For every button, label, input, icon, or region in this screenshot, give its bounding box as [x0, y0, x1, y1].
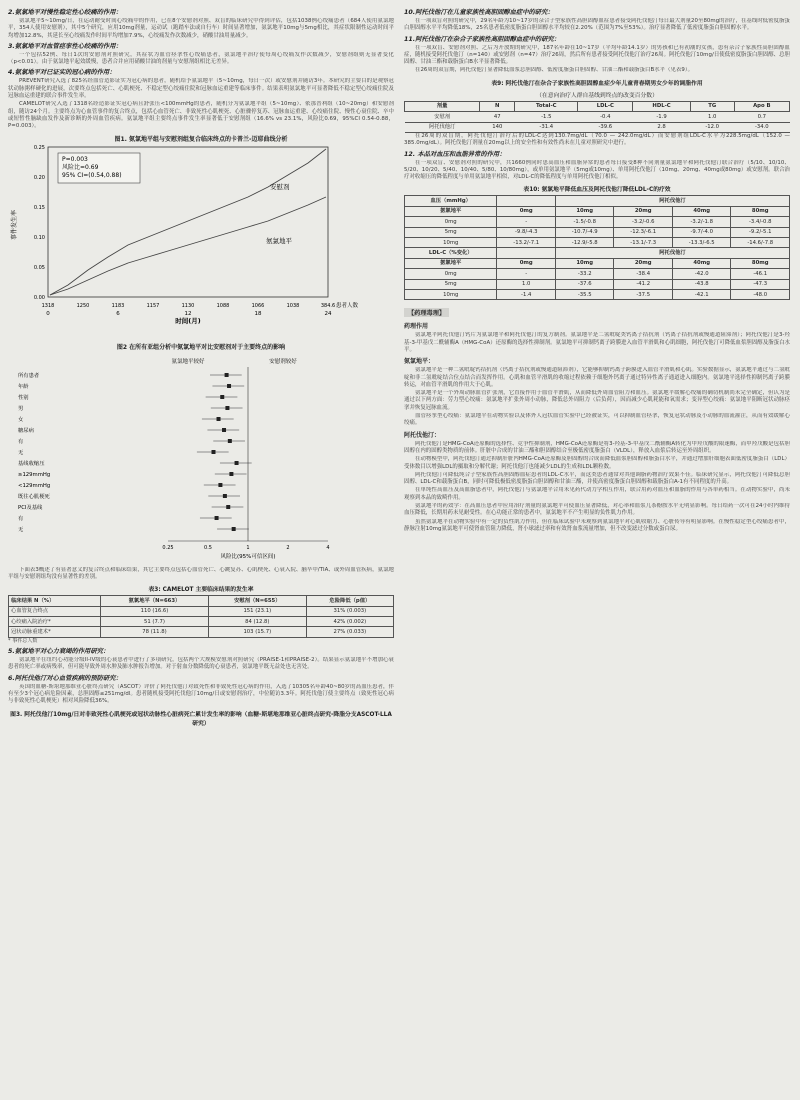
table-cell: 5mg — [405, 227, 497, 237]
paragraph: 阿托伐他汀是HMG-CoA还原酶的选择性、竞争性抑制剂，HMG-CoA还原酶是将3-羟基-3-甲基戊二酰辅酶A转化为甲羟戊酸的限速酶，而甲羟戊酸是包括胆固醇在内的固醇类物质的前体。肝脏中合成的甘油三酯和胆固醇结合至极低密度脂蛋白（VLDL），释放入血浆后转运至外周组织。 — [404, 440, 790, 454]
amlodipine-label: 氨氯地平 — [266, 236, 292, 245]
forest-tick-label: 2 — [286, 544, 290, 551]
table-cell: 0mg — [405, 269, 497, 279]
table-header-cell: 氨氯地平（N=663） — [101, 596, 209, 606]
risk-count: 1130 — [181, 302, 195, 309]
table-cell: 1.0 — [497, 279, 556, 289]
table-cell: 阿托伐他汀 — [555, 248, 789, 258]
table-cell: -31.4 — [515, 122, 578, 132]
y-tick-label: 0.20 — [33, 174, 45, 181]
x-tick-label: 0 — [46, 310, 50, 317]
table-header-cell: LDL-C — [578, 101, 633, 111]
table-cell: 40mg — [672, 206, 731, 216]
paragraph: PREVENT研究入选了825名经血管造影证实为冠心病的患者，随机给予氨氯地平（5~10mg，每日一次）或安慰剂并随访3年。本研究的主要目的是观察冠状动脉粥样硬化的进展，次要终点包括死亡、心肌梗死、不稳定型心绞痛住院和冠脉血运重建等临床事件。结果表明氨氯地平可显著降低不稳定型心绞痛住院及冠脉血运重建的联合事件发生率。 — [8, 78, 394, 100]
table-cell: -1.4 — [497, 289, 556, 299]
subgroup-label: 有 — [18, 438, 24, 445]
section-heading: 10.阿托伐他汀在儿童家族性高胆固醇血症中的研究： — [404, 9, 554, 16]
paragraph: 在一项双盲、安慰剂对照、之后为开放期的研究中，187名年龄在10~17岁（平均年龄14.1岁）的男孩和已有初潮的女孩，患有杂合子家族性高胆固醇血症，随机接受阿托伐他汀（n=140）或安慰剂（n=47）治疗26周，然后所有患者接受阿托伐他汀治疗26周。阿托伐他汀10mg/日使低密度脂蛋白胆固醇、总胆固醇、甘油三酯和载脂蛋白B水平显著降低。 — [404, 44, 790, 66]
section-heading: 12. 本品对血压和血脂异常的作用： — [404, 150, 506, 158]
table-row — [9, 606, 394, 616]
table-cell — [497, 196, 556, 206]
table-header-cell: HDL-C — [633, 101, 691, 111]
table9-subtitle: （在意向治疗人群自基线到终点的改变百分数） — [536, 92, 658, 99]
risk-label: 患者人数 — [336, 302, 359, 309]
hr-point — [232, 527, 236, 531]
table-cell: - — [497, 269, 556, 279]
table-cell: 阿托伐他汀 — [405, 122, 480, 132]
hr-point — [215, 516, 219, 520]
paragraph: 血管痉挛型心绞痛：氨氯地平在动物实验以及体外人冠状血管实验中已经被证实，可以抑制血管痉挛，恢复冠状动脉及小动脉的血流灌注，从而有效缓解心绞痛。 — [404, 413, 790, 427]
figure2-forest-plot — [8, 353, 394, 563]
subgroup-label: 糖尿病 — [18, 427, 34, 434]
table-cell: -47.3 — [731, 279, 790, 289]
forest-xlabel: 风险比(95%可信区间) — [220, 553, 276, 560]
subgroup-label: 基线收缩压 — [18, 460, 45, 467]
forest-tick-label: 0.5 — [204, 544, 212, 551]
table-cell: 1.0 — [690, 112, 734, 122]
paragraph: 在26周的双盲期，阿托伐他汀治疗后的LDL-C达到130.7mg/dL（70.0 — 242.0mg/dL）而安慰剂组LDL-C水平为228.5mg/dL（152.0 — 385.0mg/dL）。阿托伐他汀剂量在20mg以上的安全性和有效性尚未在儿童对照研究中进行。 — [404, 132, 790, 147]
y-ticks — [34, 145, 45, 301]
table-cell: -13.1/-7.3 — [614, 238, 673, 248]
amlodipine-curve — [50, 197, 326, 295]
section-heading: 4.氨氯地平对已证实的冠心病的作用： — [8, 69, 116, 77]
table-cell: -13.3/-6.5 — [672, 238, 731, 248]
table-cell: 78 (11.8) — [101, 627, 209, 637]
paragraph: 氨氯地平是一个外周动脉血管扩张剂，它直接作用于血管平滑肌，从而降低外周血管阻力和血压。氨氯地平缓解心绞痛的确切机制尚未完全确定，但认为是通过以下两方面：劳力型心绞痛：氨氯地平扩张外周小动脉，降低总外周阻力（后负荷），因而减少心肌耗能和氧需求；变异型心绞痛：氨氯地平阻断冠状动脉痉挛并恢复冠脉血流。 — [404, 390, 790, 411]
figure2-title: 图2 在所有亚组分析中氨氯地平对比安慰剂对于主要终点的影响 — [116, 343, 286, 351]
stat-ci: 95% CI=(0.54,0.88) — [62, 171, 122, 179]
table-cell: 140 — [480, 122, 515, 132]
paragraph: 在一项双盲对照的研究中，29名年龄为10~17岁的杂合子型家族性高胆固醇血症患者接受阿托伐他汀每日最大剂量20至80mg的治疗，在基线时低密度脂蛋白胆固醇水平平均降低18%，25名患者低密度脂蛋白胆固醇水平均较在2.20%（范围为7%至53%）。治疗显著降低了低密度脂蛋白胆固醇水平。 — [404, 18, 790, 32]
table10-title: 表10: 氨氯地平降低血压及阿托伐他汀降低LDL-C的疗效 — [523, 187, 671, 194]
hr-point — [229, 472, 233, 476]
risk-count: 1088 — [216, 302, 230, 309]
paragraph: 在动物模型中，阿托伐他汀通过抑制肝脏内HMG-CoA还原酶及胆固醇的合成而降低血浆胆固醇和脂蛋白水平，并通过增加肝细胞表面低密度脂蛋白（LDL）受体数目以增强LDL的摄取和分解代谢；阿托伐他汀也能减少LDL的生成和LDL颗粒数。 — [404, 456, 790, 470]
hr-point — [225, 373, 229, 377]
pharmacology-label: 【药理毒理】 — [404, 308, 449, 317]
section-heading: 3.氨氯地平对血管痉挛性心绞痛的作用： — [8, 42, 122, 50]
subgroup-label: 女 — [18, 416, 24, 423]
hr-point — [225, 406, 229, 410]
table-cell: 血压（mmHg） — [405, 196, 497, 206]
subgroup-label: 性别 — [18, 394, 29, 401]
table-cell: 110 (16.6) — [101, 606, 209, 616]
table-cell: 42% (0.002) — [306, 616, 393, 626]
paragraph: 氨氯地平在纽约心功能分级II-IV级的心衰患者中进行了多项研究，包括两个大规模安慰剂对照研究（PRAISE-1和PRAISE-2）。结果显示氨氯地平不增加心衰患者的死亡率或病残率，但可能导致外周水肿及肺水肿报告增加。对于射血分数降低的心衰患者，氨氯地平既无益处也无害处。 — [8, 657, 394, 671]
risk-count: 1183 — [111, 302, 125, 309]
table-cell: LDL-C（%变化） — [405, 248, 497, 258]
section-heading: 6.阿托伐他汀对心血管疾病的预防研究： — [8, 674, 122, 682]
y-tick-label: 0.05 — [33, 264, 45, 271]
y-tick-label: 0.15 — [33, 204, 45, 211]
table-cell: 氨氯地平 — [405, 206, 497, 216]
y-axis-label: 事件发生率 — [11, 209, 18, 240]
hr-point — [212, 450, 216, 454]
table-cell: 10mg — [405, 238, 497, 248]
paragraph: 下面表3概述了有显著意义的复合终点和临床结果，其它主要终点包括心血管死亡、心跳复苏、心肌梗死、心衰入院、脑卒中/TIA、或外周血管疾病，氨氯地平组与安慰剂组均没有显著性的差别。 — [8, 566, 394, 580]
table-row — [405, 269, 790, 279]
subgroup-label: 有 — [18, 515, 24, 522]
forest-marks — [197, 373, 252, 531]
table-header-cell: Apo B — [734, 101, 789, 111]
table-cell: 80mg — [731, 258, 790, 268]
amlodipine-label: 氨氯地平： — [404, 358, 435, 366]
table-cell: 冠状动脉重建术* — [9, 627, 101, 637]
table-note: * 事件总人数 — [8, 637, 38, 644]
table-cell: 0.7 — [734, 112, 789, 122]
hr-point — [226, 505, 230, 509]
table-cell: -37.6 — [555, 279, 614, 289]
table-row — [405, 238, 790, 248]
table-cell: -10.7/-4.9 — [555, 227, 614, 237]
table-cell: -33.2 — [555, 269, 614, 279]
table-cell: -3.2/-0.6 — [614, 217, 673, 227]
table-cell: 47 — [480, 112, 515, 122]
subgroup-label: 男 — [18, 405, 24, 412]
paragraph: 阿托伐他汀可降低纯合子型家族性高胆固醇血症患者的LDL-C水平，而这类患者通常对其他调脂药物治疗效果不佳。临床研究显示，阿托伐他汀可降低总胆固醇、LDL-C和载脂蛋白B，同时可降低极低密度脂蛋白胆固醇和甘油三酯，并使高密度脂蛋白胆固醇和载脂蛋白A-1有不同程度的升高。 — [404, 471, 790, 486]
hr-point — [217, 417, 221, 421]
paragraph: 氨氯地平是一种二氢吡啶钙拮抗剂（钙离子拮抗剂或慢通道阻滞剂），它能够抑制钙离子跨膜进入血管平滑肌和心肌。实验数据显示，氨氯地平通过与二氢吡啶和非二氢吡啶结合位点结合而发挥作用。心肌和血管平滑肌的收缩过程依赖于细胞外钙离子通过特异性离子通道进入细胞内。氨氯地平选择性抑制钙离子跨膜转运，对血管平滑肌的作用大于心肌。 — [404, 367, 790, 388]
placebo-label: 安慰剂 — [270, 182, 290, 191]
table-cell — [497, 248, 556, 258]
paragraph: 在单纯性高血压及高血脂患者中，阿托伐他汀与氨氯地平合用未见药代动力学相互作用，联合用药对血压和血脂的作用与各单药相当。在动物实验中，尚未观察到本品的致畸作用。 — [404, 487, 790, 501]
table-row — [9, 616, 394, 626]
paragraph: 氨氯地平5~10mg/日，在运动耐受时间心绞痛中的作用，已在8个安慰剂对照、双盲的临床研究中得到评估，包括1038例心绞痛患者（684人使用氨氯地平，354人使用安慰剂），其中5个研究，应用10mg剂量，运动试（跑踏车法或自行车）时间显著增加，氨氯地平10mg与5mg相比，其症状限制性运动时间平均增加12.8%，其延长至心绞痛发作时间平均增加7.9%，心绞痛发作次数减少，硝酸甘油用量减少。 — [8, 18, 394, 39]
table-cell: 10mg — [555, 206, 614, 216]
risk-count: 1066 — [251, 302, 265, 309]
hr-point — [222, 428, 226, 432]
table-cell: -14.6/-7.8 — [731, 238, 790, 248]
table9-title: 表9: 阿托伐他汀在杂合子家族性高胆固醇血症少年儿童青春期男女少年的调脂作用 — [491, 80, 703, 87]
table-cell: 51 (7.7) — [101, 616, 209, 626]
risk-table-row — [42, 303, 336, 309]
section-heading: 5.氨氯地平对心力衰竭的作用研究： — [8, 648, 110, 656]
table-cell: -38.4 — [614, 269, 673, 279]
risk-count: 384.6 — [320, 302, 336, 309]
table-row — [405, 248, 790, 258]
table-cell: 氨氯地平 — [405, 258, 497, 268]
table-cell: 安慰剂 — [405, 112, 480, 122]
hr-point — [218, 483, 222, 487]
table-row — [405, 217, 790, 227]
paragraph: 虽然氨氯地平在动物实验中有一定的负性肌力作用，但在临床试验中未观察到氨氯地平对心肌收缩力、心脏传导有明显影响。在慢性稳定型心绞痛患者中，静脉注射10mg氨氯地平可使肾血管阻力降低，肾小球滤过率和有效肾血浆流量增加，但不改变滤过分数或蛋白尿。 — [404, 518, 790, 532]
table-cell: 5mg — [405, 279, 497, 289]
table-header-cell: N — [480, 101, 515, 111]
figure1-title: 图1. 氨氯地平组与安慰剂组复合临床终点的卡普兰-迈耶曲线分析 — [114, 135, 288, 143]
table10 — [404, 195, 790, 300]
table-cell: -12.9/-5.8 — [555, 238, 614, 248]
y-tick-label: 0.10 — [33, 234, 45, 241]
table-row — [405, 258, 790, 268]
table-cell: -12.0 — [690, 122, 734, 132]
table-row — [405, 112, 790, 122]
subgroup-label: PCI及基线 — [18, 504, 43, 511]
table-cell: -1.5 — [515, 112, 578, 122]
subgroup-label: 所有患者 — [18, 372, 40, 379]
risk-count: 1038 — [286, 302, 300, 309]
subgroup-label: 无 — [18, 449, 24, 456]
forest-tick-label: 1 — [246, 544, 250, 551]
risk-count: 1250 — [76, 302, 90, 309]
figure3-title: 图3. 阿托伐他汀10mg/日对非致死性心肌梗死或冠状动脉性心脏病死亡累计发生率的影响（血糖-斯堪地那维亚心脏终点研究-降脂分支ASCOT-LLA研究） — [10, 711, 392, 727]
table-header-cell: 危险降低（p值） — [306, 596, 393, 606]
stat-p: P=0.003 — [62, 155, 88, 163]
table-row — [405, 122, 790, 132]
atorvastatin-label: 阿托伐他汀： — [404, 431, 441, 439]
table-cell: 31% (0.003) — [306, 606, 393, 616]
hr-point — [235, 461, 239, 465]
table-cell: -35.5 — [555, 289, 614, 299]
table-cell: -3.4/-0.8 — [731, 217, 790, 227]
figure1-km-chart — [8, 145, 394, 335]
table-cell: -42.1 — [672, 289, 731, 299]
stat-hr: 风险比=0.69 — [62, 163, 99, 171]
table-row — [405, 279, 790, 289]
x-tick-label: 12 — [184, 310, 192, 317]
section-heading: 11.阿托伐他汀在杂合子家族性高胆固醇血症中的研究： — [404, 35, 560, 43]
table-cell: 心血管复合终点 — [9, 606, 101, 616]
table-cell: -1.5/-0.8 — [555, 217, 614, 227]
hr-point — [227, 384, 231, 388]
table-header-cell: 安慰剂（N=655） — [208, 596, 306, 606]
subgroup-label: ≥129mmHg — [18, 471, 51, 478]
risk-count: 1318 — [41, 302, 55, 309]
subgroup-label: 年龄 — [18, 383, 29, 390]
subgroup-labels — [18, 371, 50, 533]
table-header-cell: TG — [690, 101, 734, 111]
table-cell: 2.8 — [633, 122, 691, 132]
table-cell: -46.1 — [731, 269, 790, 279]
y-tick-label: 0.25 — [33, 144, 45, 151]
table9 — [404, 101, 790, 133]
hr-point — [220, 395, 224, 399]
paragraph: 在一项双盲、安慰剂对照的研究中，共1660例同时患高血压和血脂异常的患者每日接受8种不同剂量氨氯地平和阿托伐他汀联合治疗（5/10、10/10、5/20、10/20、5/40、10/40、5/80、10/80mg），或单用氨氯地平（5mg或10mg）、单用阿托伐他汀（10mg、20mg、40mg或80mg）或安慰剂。联合治疗对收缩压的降低程度与单用氨氯地平相似，对LDL-C的降低程度与单用阿托伐他汀相似。 — [404, 159, 790, 181]
hr-point — [228, 439, 232, 443]
table-cell: -3.2/-1.8 — [672, 217, 731, 227]
table-cell: -1.9 — [633, 112, 691, 122]
table-cell: 10mg — [405, 289, 497, 299]
forest-tick-label: 0.25 — [162, 544, 174, 551]
table-cell: 84 (12.8) — [208, 616, 306, 626]
x-tick-label: 18 — [254, 310, 262, 317]
table-row — [405, 206, 790, 216]
x-tick-label: 24 — [324, 310, 332, 317]
table-cell: 10mg — [555, 258, 614, 268]
table-cell: -43.8 — [672, 279, 731, 289]
paragraph: 氨氯地平的药效学：在高血压患者中应用治疗剂量的氨氯地平可使血压显著降低，对心率和血浆儿茶酚胺水平无明显影响。每日给药一次可在24小时内维持血压降低，长期用药未见耐受性。在心功能正常的患者中，氨氯地平不产生明显的负性肌力作用。 — [404, 502, 790, 517]
x-tick-label: 6 — [116, 310, 120, 317]
subgroup-label: 既往心肌梗死 — [18, 493, 50, 500]
table-cell: -13.2/-7.1 — [497, 238, 556, 248]
table-cell: 151 (23.1) — [208, 606, 306, 616]
table-cell: 103 (15.7) — [208, 627, 306, 637]
table-cell: -42.0 — [672, 269, 731, 279]
forest-header-right: 安慰剂较好 — [269, 358, 297, 365]
table-cell: -37.5 — [614, 289, 673, 299]
table-cell: -0.4 — [578, 112, 633, 122]
table-cell: -41.2 — [614, 279, 673, 289]
table-cell: 0mg — [405, 217, 497, 227]
table-cell: 20mg — [614, 258, 673, 268]
section-heading: 2.氨氯地平对慢性稳定性心绞痛的作用： — [8, 9, 122, 16]
table-header-cell: 剂量 — [405, 101, 480, 111]
table-cell: - — [497, 217, 556, 227]
table-cell: -9.2/-5.1 — [731, 227, 790, 237]
table3 — [8, 595, 394, 638]
table-cell: 阿托伐他汀 — [555, 196, 789, 206]
left-column — [8, 6, 394, 729]
table-row — [9, 627, 394, 637]
x-axis-label: 时间(月) — [175, 316, 201, 325]
table-row — [405, 289, 790, 299]
table-cell: -48.0 — [731, 289, 790, 299]
risk-count: 1157 — [146, 302, 160, 309]
table3-title: 表3: CAMELOT 主要临床结果的发生率 — [148, 587, 254, 594]
forest-header-left: 氨氯地平较好 — [171, 358, 205, 365]
table-header-cell: Total-C — [515, 101, 578, 111]
subgroup-label: 无 — [18, 526, 24, 533]
table-cell: 27% (0.033) — [306, 627, 393, 637]
paragraph: 在26周的双盲期，阿托伐他汀显著降低血浆总胆固醇、低密度脂蛋白胆固醇、甘油三酯和载脂蛋白B水平（见表9）。 — [415, 67, 694, 74]
table-cell: -12.3/-6.1 — [614, 227, 673, 237]
paragraph: 英国的血糖-斯堪地那维亚心脏终点研究（ASCOT）评价了阿托伐他汀对致死性和非致死性冠心病的作用，入选了10305名年龄40~80岁的高血压患者，伴有至少3个冠心病危险因素，总胆固醇≤251mg/dl。患者随机接受阿托伐他汀10mg/日或安慰剂治疗，中位随访3.3年。阿托伐他汀使主要终点（致死性冠心病与非致死性心肌梗死）相对风险降低36%。 — [8, 683, 394, 705]
paragraph: 一个包括52例、每日1次的安慰剂对照研究，其症状为血管痉挛性心绞痛患者，氨氯地平治疗使每周心绞痛发作次数减少，安慰剂组则无显著变化（p<0.01）。由于氨氯地平起效缓慢，患者合并应用硝酸甘油的剂量与安慰剂组相比无差异。 — [8, 51, 394, 66]
right-column — [404, 6, 790, 534]
table-cell: -34.0 — [734, 122, 789, 132]
table-cell: 80mg — [731, 206, 790, 216]
table-header-cell: 临床结果 N（%） — [9, 596, 101, 606]
hr-point — [223, 494, 227, 498]
subgroup-label: <129mmHg — [18, 482, 51, 489]
paragraph: CAMELOT研究入选了1318名经造影证实冠心病且舒张压<100mmHg的患者，随机分为氨氯地平组（5~10mg）、依那普利组（10~20mg）和安慰剂组，随访24个月。主要终点为心血管事件的复合终点，包括心血管死亡、非致死性心肌梗死、心脏骤停复苏、冠脉血运重建、心绞痛住院、慢性心衰住院、卒中或短暂性脑缺血发作及新诊断的外周血管疾病。氨氯地平组主要终点事件发生率显著低于安慰剂组（16.6% vs 23.1%，风险比0.69，95%CI 0.54-0.88，P=0.003）。 — [8, 101, 394, 130]
forest-tick-label: 4 — [326, 544, 330, 551]
table-row — [405, 227, 790, 237]
table-cell: 心绞痛入院治疗* — [9, 616, 101, 626]
table-cell: 20mg — [614, 206, 673, 216]
table-cell: -39.6 — [578, 122, 633, 132]
paragraph: 氨氯地平阿托伐他汀钙片为氨氯地平和阿托伐他汀的复方制剂。氨氯地平是二氢吡啶类钙离子拮抗剂（钙离子拮抗剂或慢通道阻滞剂）；阿托伐他汀是3-羟基-3-甲基戊二酰辅酶A（HMG-CoA）还原酶的选择性抑制剂。氨氯地平可抑制钙离子跨膜进入血管平滑肌和心肌细胞，阿托伐他汀可降低血浆胆固醇及脂蛋白水平。 — [404, 332, 790, 353]
pharmacology-sub: 药理作用 — [404, 323, 429, 331]
table-cell: -9.8/-4.3 — [497, 227, 556, 237]
y-tick-label: 0.00 — [33, 294, 45, 301]
forest-ticks — [162, 545, 329, 551]
table-cell: -9.7/-4.0 — [672, 227, 731, 237]
table-cell: 40mg — [672, 258, 731, 268]
table-cell: 0mg — [497, 258, 556, 268]
table-cell: 0mg — [497, 206, 556, 216]
table-row — [405, 196, 790, 206]
